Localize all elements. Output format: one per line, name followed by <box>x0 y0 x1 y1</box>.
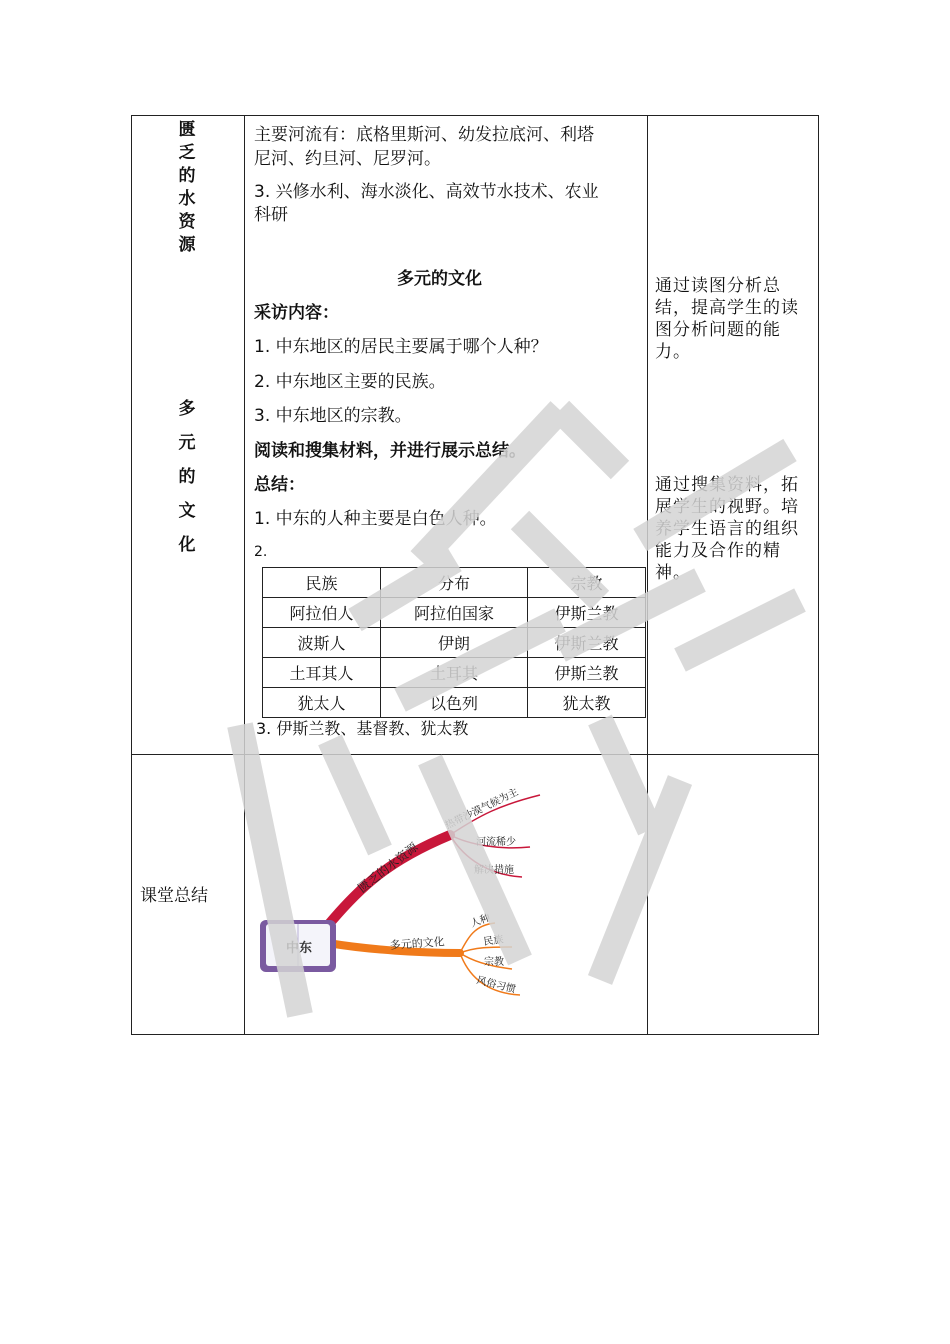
summary-2: 2. <box>254 544 268 560</box>
culture-item-4: 风俗习惯 <box>475 975 517 996</box>
table-header-cell: 宗教 <box>528 568 646 598</box>
mind-map <box>250 765 550 1020</box>
table-cell: 土耳其 <box>380 658 527 688</box>
culture-item-2: 民族 <box>482 934 505 948</box>
table-cell: 土耳其人 <box>263 658 381 688</box>
table-cell: 犹太教 <box>528 688 646 718</box>
table-header-row <box>263 568 646 598</box>
question-2: 2. 中东地区主要的民族。 <box>254 372 446 392</box>
table-cell: 伊朗 <box>380 628 527 658</box>
table-cell: 伊斯兰教 <box>528 628 646 658</box>
table-header-cell: 民族 <box>263 568 381 598</box>
rivers-line-1: 主要河流有：底格里斯河、幼发拉底河、利塔 <box>254 125 594 145</box>
table-cell: 伊斯兰教 <box>528 598 646 628</box>
teaching-note-2: 通过搜集资料，拓展学生的视野。培养学生语言的组织能力及合作的精神。 <box>655 475 799 583</box>
section-heading-water: 匮 乏 的 水 资 源 <box>178 120 196 255</box>
question-3: 3. 中东地区的宗教。 <box>254 406 412 426</box>
water-item-2: 河流稀少 <box>476 837 516 848</box>
branch-water-curve <box>320 835 450 935</box>
rivers-line-2: 尼河、约旦河、尼罗河。 <box>254 149 441 169</box>
table-row <box>263 658 646 688</box>
interview-heading: 采访内容： <box>254 303 339 323</box>
section-heading-culture: 多 元 的 文 化 <box>178 399 196 555</box>
measures-line-1: 3. 兴修水利、海水淡化、高效节水技术、农业 <box>254 182 599 202</box>
summary-label: 课堂总结 <box>140 886 208 906</box>
question-1: 1. 中东地区的居民主要属于哪个人种？ <box>254 337 548 357</box>
table-cell: 犹太人 <box>263 688 381 718</box>
table-row <box>263 688 646 718</box>
culture-item-1: 人种 <box>469 912 492 930</box>
branch-culture-label: 多元的文化 <box>389 935 446 952</box>
table-cell: 阿拉伯人 <box>263 598 381 628</box>
measures-line-2: 科研 <box>254 205 288 225</box>
table-row <box>263 598 646 628</box>
table-cell: 伊斯兰教 <box>528 658 646 688</box>
mind-map-center: 中东 <box>286 941 313 956</box>
summary-1: 1. 中东的人种主要是白色人种。 <box>254 509 497 529</box>
ethnic-table <box>262 567 646 718</box>
summary-3: 3. 伊斯兰教、基督教、犹太教 <box>256 719 469 738</box>
table-row <box>263 628 646 658</box>
teaching-note-1: 通过读图分析总结，提高学生的读图分析问题的能力。 <box>655 276 799 362</box>
table-cell: 阿拉伯国家 <box>380 598 527 628</box>
summary-heading: 总结： <box>254 475 305 495</box>
table-cell: 波斯人 <box>263 628 381 658</box>
water-item-3: 解决措施 <box>474 865 514 876</box>
read-heading: 阅读和搜集材料，并进行展示总结。 <box>254 441 526 461</box>
table-header-cell: 分布 <box>380 568 527 598</box>
water-item-1: 热带沙漠气候为主 <box>443 786 521 832</box>
table-cell: 以色列 <box>380 688 527 718</box>
culture-title: 多元的文化 <box>397 269 482 289</box>
branch-water-label: 匮乏的水资源 <box>355 839 421 896</box>
culture-item-3: 宗教 <box>484 957 504 968</box>
